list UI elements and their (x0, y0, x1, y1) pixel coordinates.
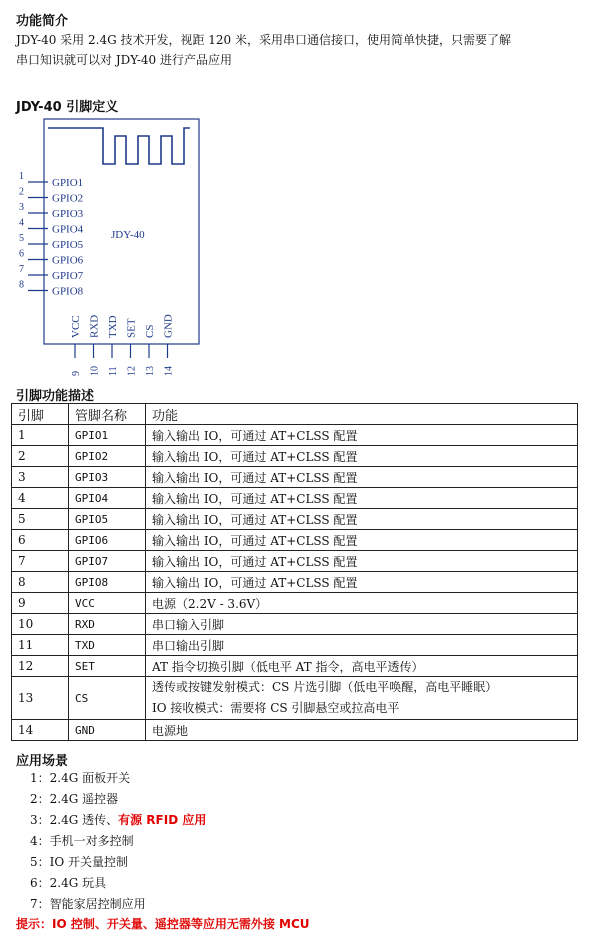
table-row (12, 593, 578, 614)
cell-pin-name: GPIO6 (69, 530, 146, 551)
table-row (12, 488, 578, 509)
list-item (30, 810, 206, 831)
table-row (12, 530, 578, 551)
bottom-pin-name: VCC (70, 315, 82, 338)
list-item (30, 768, 206, 789)
scene-text: 6：2.4G 玩具 (30, 876, 107, 890)
tip-text: 提示：IO 控制、开关量、遥控器等应用无需外接 MCU (16, 917, 310, 931)
table-row (12, 467, 578, 488)
left-pin-name: GPIO8 (52, 285, 84, 298)
bottom-pin-name: SET (125, 318, 138, 338)
left-pin-name: GPIO2 (52, 192, 84, 205)
cell-function: AT 指令切换引脚（低电平 AT 指令，高电平透传） (146, 656, 578, 677)
table-row (12, 446, 578, 467)
left-pin-number: 3 (19, 202, 24, 213)
table-row (12, 572, 578, 593)
left-pin-number: 1 (19, 171, 24, 182)
cell-pin: 1 (12, 425, 69, 446)
scene-text: 3：2.4G 透传、 (30, 813, 119, 827)
bottom-pin-name: CS (144, 324, 156, 338)
antenna-trace (48, 128, 190, 164)
left-pin-name: GPIO7 (52, 270, 84, 282)
bottom-pin-number: 14 (163, 366, 175, 376)
cell-function: 输入输出 IO，可通过 AT+CLSS 配置 (146, 551, 578, 572)
cell-pin-name: SET (69, 656, 146, 677)
cell-pin: 12 (12, 656, 69, 677)
cell-pin-name: GPIO1 (69, 425, 146, 446)
header-pin-name: 管脚名称 (69, 404, 146, 425)
pin-diagram (14, 116, 204, 378)
cell-pin: 9 (12, 593, 69, 614)
bottom-pin-number: 9 (71, 371, 82, 376)
cell-pin-name: GPIO8 (69, 572, 146, 593)
bottom-pin-name: RXD (88, 314, 101, 338)
table-row (12, 677, 578, 720)
cell-pin: 8 (12, 572, 69, 593)
cell-pin-name: GPIO4 (69, 488, 146, 509)
cell-pin-name: GPIO2 (69, 446, 146, 467)
pin-function-title: 引脚功能描述 (16, 389, 95, 404)
cell-function: 电源地 (146, 720, 578, 741)
left-pin-number: 6 (19, 248, 24, 260)
scene-text: 2：2.4G 遥控器 (30, 792, 119, 806)
cell-pin-name: VCC (69, 593, 146, 614)
left-pin-number: 5 (19, 233, 24, 244)
cell-function: 串口输出引脚 (146, 635, 578, 656)
cell-pin-name: GPIO5 (69, 509, 146, 530)
cell-pin: 7 (12, 551, 69, 572)
pin-definition-title: JDY-40 引脚定义 (16, 100, 119, 115)
bottom-pin-number: 11 (108, 366, 119, 376)
left-pin-name: GPIO5 (52, 239, 84, 251)
table-row (12, 635, 578, 656)
left-pin-number: 4 (19, 217, 24, 229)
cell-function: 输入输出 IO，可通过 AT+CLSS 配置 (146, 488, 578, 509)
cell-pin-name: GPIO3 (69, 467, 146, 488)
cell-pin: 5 (12, 509, 69, 530)
left-pin-number: 8 (19, 279, 24, 291)
cell-pin: 3 (12, 467, 69, 488)
cell-function: 输入输出 IO，可通过 AT+CLSS 配置 (146, 530, 578, 551)
function-line: IO 接收模式：需要将 CS 引脚悬空或拉高电平 (152, 701, 400, 715)
cell-pin-name: RXD (69, 614, 146, 635)
scene-text: 5：IO 开关量控制 (30, 855, 129, 869)
left-pin-name: GPIO6 (52, 254, 84, 267)
list-item (30, 831, 206, 852)
left-pin-name: GPIO4 (52, 223, 84, 236)
function-line: 透传或按键发射模式：CS 片选引脚（低电平唤醒，高电平睡眠） (152, 680, 498, 694)
cell-function: 输入输出 IO，可通过 AT+CLSS 配置 (146, 425, 578, 446)
cell-pin-name: GPIO7 (69, 551, 146, 572)
table-row (12, 425, 578, 446)
module-label: JDY-40 (111, 229, 145, 241)
tip-line (16, 914, 310, 934)
list-item (30, 789, 206, 810)
left-pin-name: GPIO3 (52, 208, 84, 220)
scene-highlight: 有源 RFID 应用 (118, 813, 207, 827)
left-pin-number: 7 (19, 264, 24, 275)
intro-title: 功能简介 (16, 14, 69, 29)
bottom-pin-name: TXD (107, 315, 119, 338)
intro-line-1: JDY-40 采用 2.4G 技术开发，视距 120 米，采用串口通信接口，使用简单快捷，只需要了解 (16, 33, 512, 47)
intro-line-2: 串口知识就可以对 JDY-40 进行产品应用 (16, 53, 232, 67)
cell-function: 输入输出 IO，可通过 AT+CLSS 配置 (146, 467, 578, 488)
cell-function: 输入输出 IO，可通过 AT+CLSS 配置 (146, 572, 578, 593)
bottom-pin-group (70, 314, 175, 376)
cell-pin: 14 (12, 720, 69, 741)
table-row (12, 551, 578, 572)
bottom-pin-number: 13 (145, 366, 156, 376)
bottom-pin-name: GND (162, 314, 175, 338)
scene-text: 4：手机一对多控制 (30, 834, 134, 848)
pin-function-table (11, 403, 578, 741)
cell-pin-name: GND (69, 720, 146, 741)
bottom-pin-number: 10 (89, 366, 101, 376)
cell-function: 电源（2.2V - 3.6V） (146, 593, 578, 614)
scene-text: 7：智能家居控制应用 (30, 897, 146, 911)
table-row (12, 720, 578, 741)
table-header-row (12, 404, 578, 425)
table-row (12, 509, 578, 530)
scene-text: 1：2.4G 面板开关 (30, 771, 131, 785)
header-function: 功能 (146, 404, 578, 425)
cell-pin-name: TXD (69, 635, 146, 656)
bottom-pin-number: 12 (126, 366, 138, 376)
left-pin-group (19, 171, 84, 298)
cell-pin: 6 (12, 530, 69, 551)
cell-pin: 4 (12, 488, 69, 509)
left-pin-number: 2 (19, 186, 24, 198)
cell-function: 输入输出 IO，可通过 AT+CLSS 配置 (146, 446, 578, 467)
list-item (30, 873, 206, 894)
table-row (12, 614, 578, 635)
scenes-title: 应用场景 (16, 754, 69, 769)
header-pin: 引脚 (12, 404, 69, 425)
cell-pin-name: CS (69, 677, 146, 720)
cell-pin: 13 (12, 677, 69, 720)
left-pin-name: GPIO1 (52, 177, 84, 189)
cell-function: 串口输入引脚 (146, 614, 578, 635)
cell-function: 输入输出 IO，可通过 AT+CLSS 配置 (146, 509, 578, 530)
cell-pin: 10 (12, 614, 69, 635)
scene-list (30, 768, 206, 915)
table-row (12, 656, 578, 677)
cell-pin: 2 (12, 446, 69, 467)
cell-pin: 11 (12, 635, 69, 656)
list-item (30, 894, 206, 915)
cell-function (146, 677, 578, 720)
list-item (30, 852, 206, 873)
